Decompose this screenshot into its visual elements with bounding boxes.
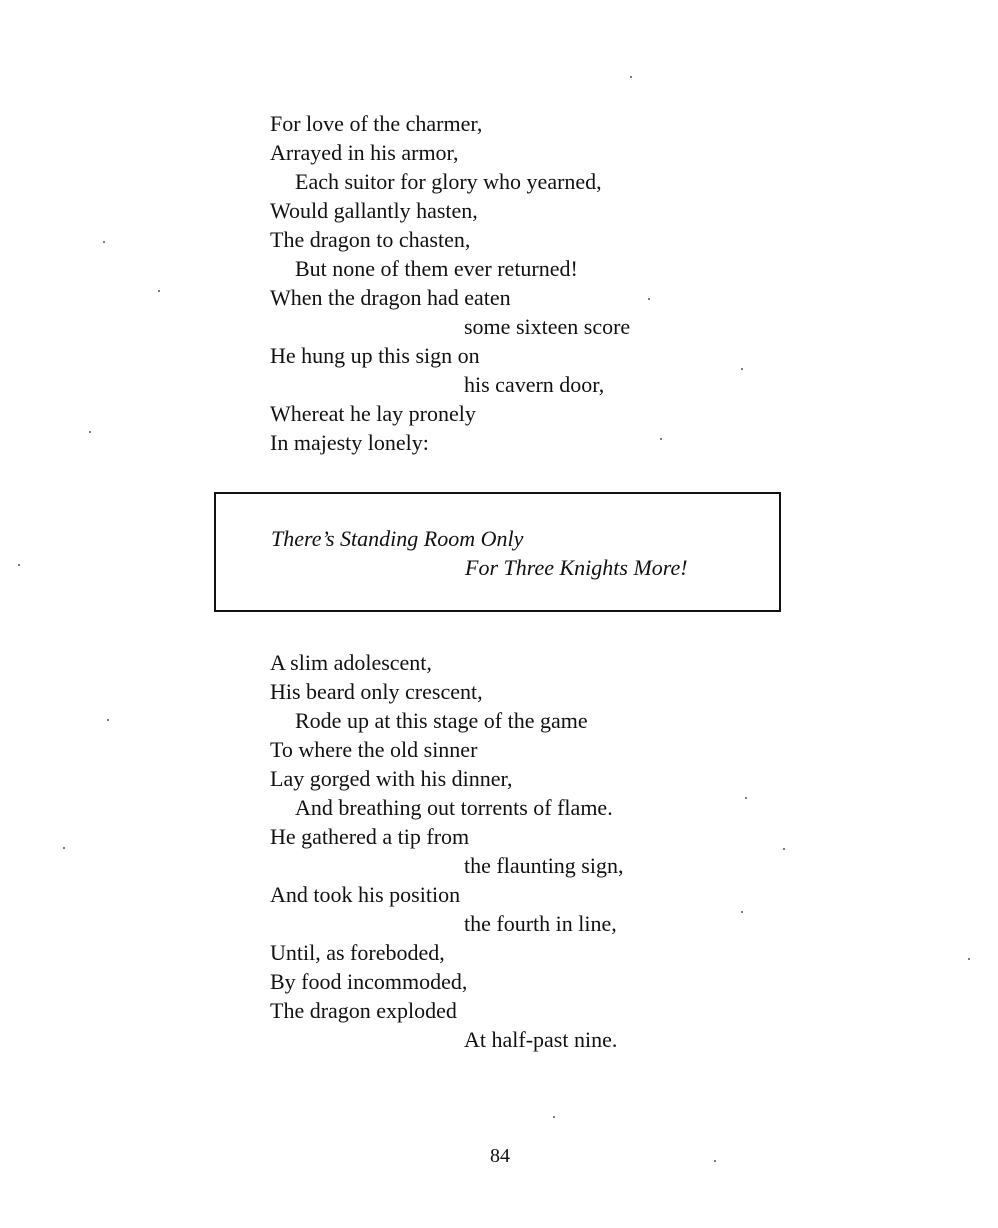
scan-speck (741, 911, 743, 913)
verse-line: Whereat he lay pronely (270, 401, 476, 426)
scan-speck (18, 564, 20, 566)
verse-line: At half-past nine. (464, 1027, 618, 1052)
page-number: 84 (490, 1145, 510, 1167)
verse-line: Rode up at this stage of the game (295, 708, 588, 733)
scan-speck (107, 719, 109, 721)
verse-line: By food incommoded, (270, 969, 468, 994)
verse-line: some sixteen score (464, 314, 631, 339)
verse-line: Lay gorged with his dinner, (270, 766, 513, 791)
stanza-2 (270, 648, 790, 1054)
scan-speck (158, 290, 160, 292)
scan-speck (630, 76, 632, 78)
sign-box (214, 492, 781, 612)
verse-line: his cavern door, (464, 372, 605, 397)
sign-line-1: There’s Standing Room Only (271, 526, 524, 551)
scan-speck (103, 241, 105, 243)
verse-line: When the dragon had eaten (270, 285, 511, 310)
verse-line: And breathing out torrents of flame. (295, 795, 613, 820)
verse-line: The dragon to chasten, (270, 227, 471, 252)
verse-line: the flaunting sign, (464, 853, 624, 878)
scan-speck (648, 298, 650, 300)
scan-speck (968, 958, 970, 960)
stanza-1 (270, 109, 790, 457)
scan-speck (745, 797, 747, 799)
scan-speck (714, 1160, 716, 1162)
verse-line: A slim adolescent, (270, 650, 432, 675)
verse-line: To where the old sinner (270, 737, 478, 762)
sign-line-2: For Three Knights More! (465, 555, 688, 580)
verse-line: In majesty lonely: (270, 430, 429, 455)
verse-line: He hung up this sign on (270, 343, 480, 368)
verse-line: Would gallantly hasten, (270, 198, 478, 223)
verse-line: His beard only crescent, (270, 679, 483, 704)
scan-speck (783, 848, 785, 850)
scan-speck (741, 368, 743, 370)
verse-line: Arrayed in his armor, (270, 140, 459, 165)
scan-speck (553, 1116, 555, 1118)
verse-line: Until, as foreboded, (270, 940, 445, 965)
verse-line: Each suitor for glory who yearned, (295, 169, 602, 194)
verse-line: the fourth in line, (464, 911, 617, 936)
verse-line: For love of the charmer, (270, 111, 483, 136)
verse-line: And took his position (270, 882, 461, 907)
verse-line: The dragon exploded (270, 998, 457, 1023)
verse-line: But none of them ever returned! (295, 256, 578, 281)
scan-speck (89, 431, 91, 433)
verse-line: He gathered a tip from (270, 824, 470, 849)
scan-speck (63, 847, 65, 849)
scan-speck (660, 438, 662, 440)
